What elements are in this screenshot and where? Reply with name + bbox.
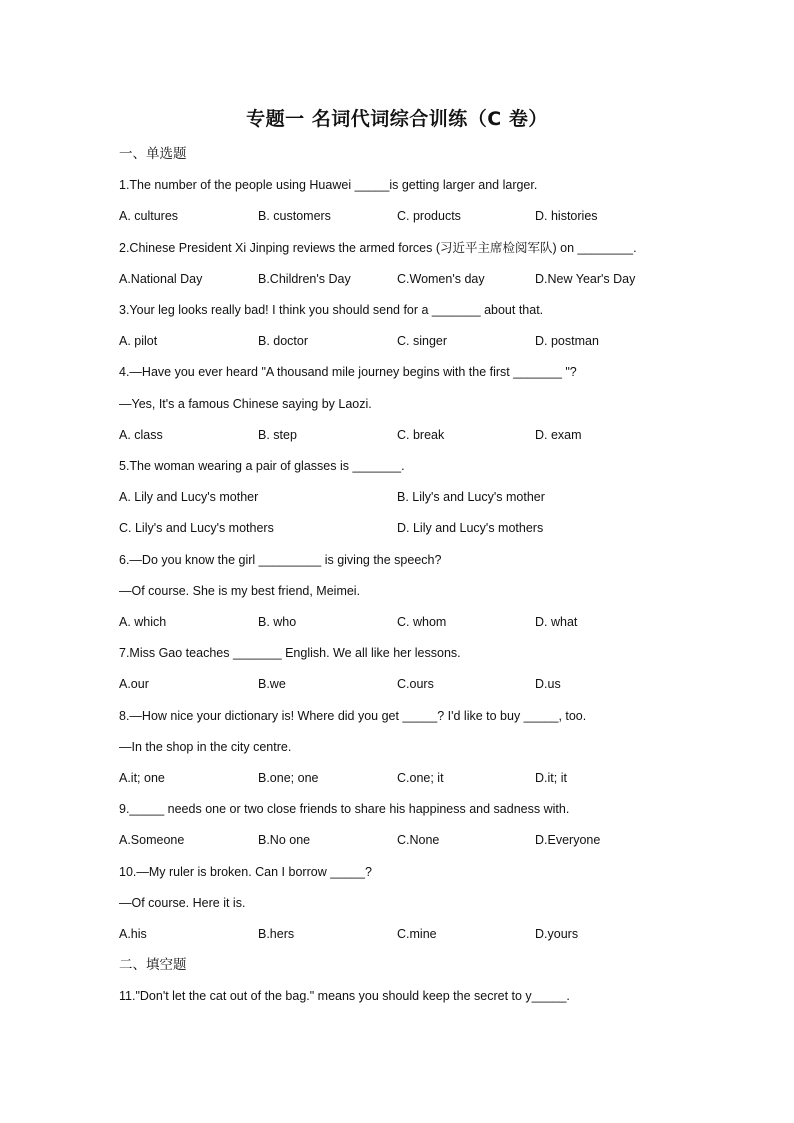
- question-9-option-b[interactable]: B.No one: [258, 833, 311, 847]
- question-1-option-c[interactable]: C. products: [397, 209, 461, 223]
- question-2-option-d[interactable]: D.New Year's Day: [535, 272, 636, 286]
- question-3-options: [119, 333, 719, 349]
- question-5-option-d[interactable]: D. Lily and Lucy's mothers: [397, 521, 544, 535]
- question-2-options: [119, 271, 719, 287]
- question-3-option-b[interactable]: B. doctor: [258, 334, 309, 348]
- question-4-option-b[interactable]: B. step: [258, 428, 297, 442]
- question-8-option-c[interactable]: C.one; it: [397, 771, 444, 785]
- question-4-stem: 4.—Have you ever heard "A thousand mile journey begins with the first _______ "?: [119, 365, 577, 379]
- question-8-option-d[interactable]: D.it; it: [535, 771, 567, 785]
- question-3-stem: 3.Your leg looks really bad! I think you should send for a _______ about that.: [119, 303, 544, 317]
- question-10-stem: 10.—My ruler is broken. Can I borrow _____?: [119, 865, 372, 879]
- section-heading-fill-blank: 二、填空题: [119, 957, 187, 973]
- question-5-option-c[interactable]: C. Lily's and Lucy's mothers: [119, 521, 274, 535]
- question-10-option-d[interactable]: D.yours: [535, 927, 579, 941]
- question-8-stem: 8.—How nice your dictionary is! Where did you get _____? I'd like to buy _____, too.: [119, 709, 587, 723]
- question-8-options: [119, 770, 719, 786]
- question-7-option-a[interactable]: A.our: [119, 677, 149, 691]
- question-9-option-d[interactable]: D.Everyone: [535, 833, 601, 847]
- question-4-option-c[interactable]: C. break: [397, 428, 445, 442]
- question-8-option-a[interactable]: A.it; one: [119, 771, 165, 785]
- question-1-option-b[interactable]: B. customers: [258, 209, 331, 223]
- question-3-option-a[interactable]: A. pilot: [119, 334, 158, 348]
- question-7-option-c[interactable]: C.ours: [397, 677, 434, 691]
- question-2-option-a[interactable]: A.National Day: [119, 272, 203, 286]
- question-5-stem: 5.The woman wearing a pair of glasses is _______.: [119, 459, 405, 473]
- question-6-option-b[interactable]: B. who: [258, 615, 297, 629]
- question-10-options: [119, 926, 719, 942]
- section-heading-single-choice: 一、单选题: [119, 146, 187, 162]
- question-6-reply: —Of course. She is my best friend, Meimei.: [119, 584, 361, 598]
- question-1-options: [119, 208, 719, 224]
- question-3-option-d[interactable]: D. postman: [535, 334, 599, 348]
- question-4-option-d[interactable]: D. exam: [535, 428, 582, 442]
- question-3-option-c[interactable]: C. singer: [397, 334, 448, 348]
- question-5-options-row-2: [119, 520, 719, 536]
- question-10-option-a[interactable]: A.his: [119, 927, 147, 941]
- question-7-option-d[interactable]: D.us: [535, 677, 561, 691]
- question-8-option-b[interactable]: B.one; one: [258, 771, 319, 785]
- question-7-option-b[interactable]: B.we: [258, 677, 286, 691]
- question-9-option-a[interactable]: A.Someone: [119, 833, 185, 847]
- question-7-options: [119, 676, 719, 692]
- question-6-option-c[interactable]: C. whom: [397, 615, 447, 629]
- question-10-option-b[interactable]: B.hers: [258, 927, 295, 941]
- question-10-reply: —Of course. Here it is.: [119, 896, 246, 910]
- question-2-option-c[interactable]: C.Women's day: [397, 272, 485, 286]
- question-2-option-b[interactable]: B.Children's Day: [258, 272, 351, 286]
- question-5-option-b[interactable]: B. Lily's and Lucy's mother: [397, 490, 545, 504]
- question-4-options: [119, 427, 719, 443]
- question-6-option-d[interactable]: D. what: [535, 615, 578, 629]
- question-6-option-a[interactable]: A. which: [119, 615, 167, 629]
- question-4-reply: —Yes, It's a famous Chinese saying by Laozi.: [119, 397, 372, 411]
- question-11-stem: 11."Don't let the cat out of the bag." means you should keep the secret to y_____.: [119, 989, 570, 1003]
- question-6-stem: 6.—Do you know the girl _________ is giving the speech?: [119, 553, 442, 567]
- question-10-option-c[interactable]: C.mine: [397, 927, 437, 941]
- question-1-stem: 1.The number of the people using Huawei _____is getting larger and larger.: [119, 178, 538, 192]
- page-title: 专题一 名词代词综合训练（C 卷）: [246, 108, 548, 130]
- question-1-option-a[interactable]: A. cultures: [119, 209, 179, 223]
- question-9-option-c[interactable]: C.None: [397, 833, 440, 847]
- question-4-option-a[interactable]: A. class: [119, 428, 163, 442]
- question-8-reply: —In the shop in the city centre.: [119, 740, 292, 754]
- question-5-option-a[interactable]: A. Lily and Lucy's mother: [119, 490, 259, 504]
- question-5-options-row-1: [119, 489, 719, 505]
- question-2-stem: 2.Chinese President Xi Jinping reviews the armed forces (习近平主席检阅军队) on ________.: [119, 241, 637, 255]
- question-6-options: [119, 614, 719, 630]
- question-1-option-d[interactable]: D. histories: [535, 209, 598, 223]
- question-7-stem: 7.Miss Gao teaches _______ English. We all like her lessons.: [119, 646, 461, 660]
- question-9-stem: 9._____ needs one or two close friends to share his happiness and sadness with.: [119, 802, 570, 816]
- question-9-options: [119, 832, 719, 848]
